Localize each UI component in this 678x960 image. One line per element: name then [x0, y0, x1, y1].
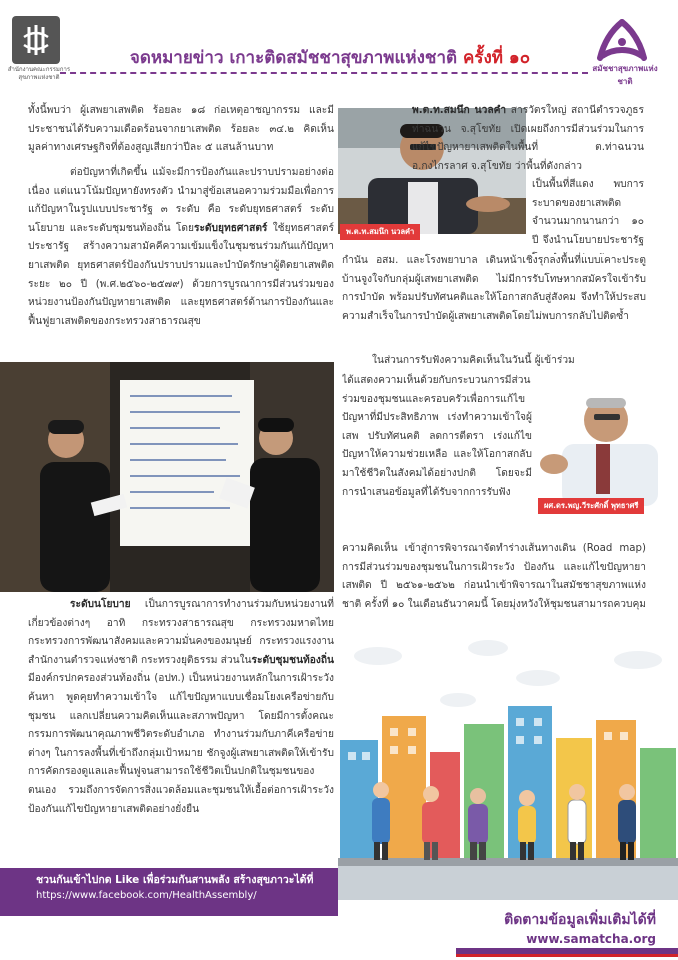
photo-speaker: [532, 380, 672, 506]
left-paragraph-2-text-a: ต่อปัญหาที่เกิดขึ้น แม้จะมีการป้องกันและปราบปรามอย่างต่อเนื่อง แต่แนวโน้มปัญหายังทรงตัว นำมาสู่ข้อเสนอความร่วมมือเพื่อการแก้ปัญหาในรูปแบบประชารัฐ ๓ ระดับ คือ ระดับยุทธศาสตร์ ระดับนโยบาย และระดับชุมชนท้องถิ่น โดย: [28, 167, 334, 234]
left-paragraph-1: [28, 102, 334, 164]
footer-accent-bar-red: [456, 954, 678, 957]
photo1-caption: พ.ต.ท.สมนึก นวลคำ: [340, 224, 420, 240]
left-paragraph-2: [28, 164, 334, 356]
bottom-left-paragraph: [28, 596, 334, 866]
right-paragraph-1-text: สารวัตรใหญ่ สถานีตำรวจภูธรท่าฉนวน จ.สุโขทัย เปิดเผยถึงการมีส่วนร่วมในการแก้ไขปัญหายาเสพติดในพื้นที่ ต.ท่าฉนวน อ.กงไกรลาศ จ.สุโขทัย ว่าพื้นที่ดังกล่าว: [412, 105, 644, 172]
city-skyline-icon: [338, 620, 678, 900]
right-paragraph-1-part-3: กำนัน อสม. และโรงพยาบาล เดินหน้าเชิงรุกลงพื้นที่แบบเคาะประตูบ้านจูงใจกับกลุ่มผู้เสพยาเสพติด ไม่มีการรับโทษหากสมัครใจเข้ารับการบำบัด พร้อมปรับทัศนคติและให้โอกาสกลับสู่สังคม จึงทำให้ประสบความสำเร็จในการบำบัดผู้เสพยาเสพติดโดยไม่พบการกลับไปติดซ้ำ: [342, 255, 646, 322]
right-paragraph-2-part-3: ความคิดเห็น เข้าสู่การพิจารณาจัดทำร่างเส้นทางเดิน (Road map) การมีส่วนร่วมของชุมชนในการเฝ้าระวัง ป้องกัน และแก้ไขปัญหายาเสพติด ปี ๒๕๖๑-๒๕๖๒ ก่อนนำเข้าพิจารณาในสมัชชาสุขภาพแห่งชาติ ครั้งที่ ๑๐ ในเดือนธันวาคมนี้ โดยมุ่งหวังให้ชุมชนสามารถควบคุม: [342, 543, 646, 610]
left-paragraph-1-text: ทั้งนี้พบว่า ผู้เสพยาเสพติด ร้อยละ ๑๘ ก่อเหตุอาชญากรรม และมีประชาชนได้รับความเดือดร้อนจากยาเสพติด ร้อยละ ๓๔.๒ คิดเห็นมูลค่าทางเศรษฐกิจที่ต้องสูญเสียกว่าปีละ ๕ แสนล้านบาท: [28, 105, 334, 154]
bottom-left-text-1: เป็นการบูรณาการทำงานร่วมกับหน่วยงานที่เกี่ยวข้องต่างๆ อาทิ กระทรวงสาธารณสุข กระทรวงมหาดไทย กระทรวงการพัฒนาสังคมและความมั่นคงของมนุษย์ กระทรวงแรงงาน สำนักงานตำรวจแห่งชาติ กระทรวงยุติธรรม ส่วนใน: [28, 599, 334, 666]
header-divider: [60, 72, 588, 74]
assembly-hands-icon: [590, 18, 654, 64]
newsletter-headline: [90, 44, 570, 71]
community-level-label: ระดับชุมชนท้องถิ่น: [251, 654, 334, 666]
photo3-caption: ผศ.ดร.พญ.วีระศักดิ์ พุทธาศรี: [538, 498, 644, 514]
city-people-illustration: [338, 620, 678, 900]
facebook-promo-banner: [0, 868, 338, 916]
headline-issue: ครั้งที่ ๑๐: [462, 48, 531, 68]
headline-main: จดหมายข่าว เกาะติดสมัชชาสุขภาพแห่งชาติ: [129, 48, 458, 68]
left-logo-caption: สำนักงานคณะกรรมการสุขภาพแห่งชาติ: [7, 66, 71, 81]
left-paragraph-2-text-b: ใช้ยุทธศาสตร์ประชารัฐ สร้างความสามัคคีความเข้มแข็งในชุมชนร่วมกันแก้ปัญหายาเสพติด ยุทธศาสตร์ป้องกันปราบปรามและบำบัดรักษาผู้ติดยาเสพติดระยะ ๒๐ ปี (พ.ศ.๒๕๖๐-๒๕๗๙) ด้วยการบูรณาการมีส่วนร่วมของหน่วยงานป้องกันปัญหายาเสพติด และยุทธศาสตร์ด้านการป้องกันและฟื้นฟูยาเสพติดของกระทรวงสาธารณสุข: [28, 222, 334, 327]
right-paragraph-1-part-2: เป็นพื้นที่สีแดง พบการระบาดของยาเสพติดจำนวนมากนานกว่า ๑๐ ปี จึงนำนโยบายประชารัฐ: [532, 179, 644, 246]
right-logo-caption: สมัชชาสุขภาพแห่งชาติ: [592, 64, 658, 86]
right-paragraph-1-part-1: [412, 102, 644, 178]
officer-name-bold: พ.ต.ท.สมนึก นวลคำ: [412, 105, 507, 116]
facebook-promo-text: ชวนกันเข้าไปกด Like เพื่อร่วมกันสานพลัง สร้างสุขภาวะได้ที่: [36, 874, 314, 886]
national-health-assembly-logo: [590, 18, 654, 64]
bottom-left-text-2: มีองค์กรปกครองส่วนท้องถิ่น (อปท.) เป็นหน่วยงานหลักในการเฝ้าระวัง ค้นหา พูดคุยทำความเข้าใจ แก้ไขปัญหาแบบเชื่อมโยงเครือข่ายกับชุมชน แลกเปลี่ยนความคิดเห็นและสภาพปัญหา โดยมีการตั้งคณะกรรมการพัฒนาคุณภาพชีวิตระดับอำเภอ ทำงานร่วมกับภาคีเครือข่ายต่างๆ ในการลงพื้นที่เข้าถึงกลุ่มเป้าหมาย ชักจูงผู้เสพยาเสพติดให้เข้ารับการคัดกรองดูแลและฟื้นฟูจนสามารถใช้ชีวิตเป็นปกติในชุมชนของตนเอง รวมถึงการจัดการสิ่งแวดล้อมและชุมชนให้เอื้อต่อการเฝ้าระวังป้องกันแก้ไขปัญหายาเสพติดอย่างยั่งยืน: [28, 673, 334, 815]
nhco-logo: [12, 16, 60, 64]
right-paragraph-2-part-2: ได้แสดงความเห็นด้วยกับกระบวนการมีส่วนร่วมของชุมชนและครอบครัวเพื่อการแก้ไขปัญหาที่มีประสิทธิภาพ เร่งทำความเข้าใจผู้เสพ ปรับทัศนคติ ลดการตีตรา เร่งแก้ไขปัญหาให้ความช่วยเหลือ และให้โอกาสกลับมาใช้ชีวิตในสังคมได้อย่างปกติ โดยจะมีการนำเสนอข้อมูลที่ได้รับจากการรับฟัง: [342, 375, 532, 498]
facebook-link[interactable]: https://www.facebook.com/HealthAssembly/: [36, 890, 257, 901]
website-link[interactable]: www.samatcha.org: [526, 932, 656, 946]
strategy-level-label: ระดับยุทธศาสตร์: [193, 222, 268, 234]
right-paragraph-2-part-1: ในส่วนการรับฟังความคิดเห็นในวันนี้ ผู้เข้าร่วม: [372, 355, 575, 366]
website-promo-text: ติดตามข้อมูลเพิ่มเติมได้ที่: [504, 912, 656, 928]
policy-level-label: ระดับนโยบาย: [70, 599, 131, 610]
photo-group-discussion: [0, 362, 334, 592]
nhco-emblem-icon: [19, 23, 53, 57]
website-promo: [456, 910, 656, 948]
